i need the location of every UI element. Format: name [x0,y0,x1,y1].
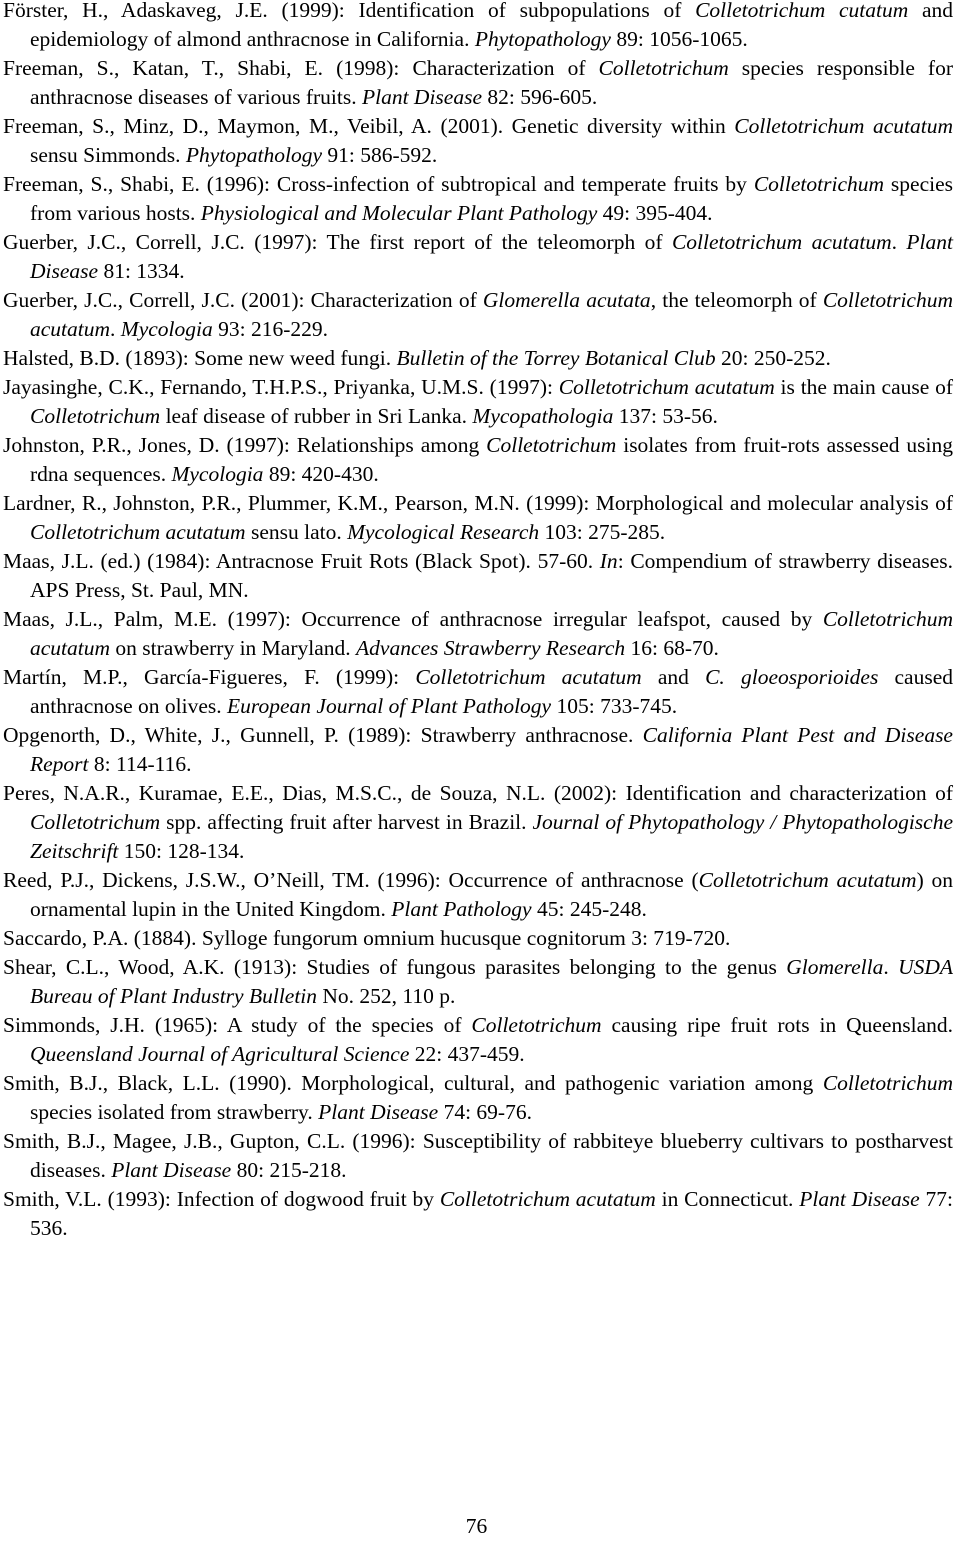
reference-text: 91: 586-592. [322,143,438,167]
reference-text: Johnston, P.R., Jones, D. (1997): Relationships among [3,433,487,457]
reference-entry [3,1011,953,1069]
reference-italic-text: Colletotrichum [753,172,885,196]
reference-entry [3,431,953,489]
reference-entry [3,112,953,170]
reference-italic-text: Plant Disease [318,1100,439,1124]
reference-text: sensu lato. [245,520,348,544]
reference-text: and [641,665,706,689]
reference-italic-text: Advances Strawberry Research [356,636,626,660]
reference-text: 20: 250-252. [715,346,831,370]
reference-italic-text: Mycopathologia [472,404,614,428]
reference-text: Smith, B.J., Magee, J.B., Gupton, C.L. (1996): Susceptibility of rabbiteye blueberry cultivars to postharvest diseases. [3,1129,953,1182]
reference-text: 89: 1056-1065. [610,27,748,51]
reference-text: isolates from fruit-rots assessed using rdna sequences. [30,433,953,486]
reference-text: . [883,955,899,979]
reference-entry [3,228,953,286]
reference-entry [3,779,953,866]
reference-text: Förster, H., Adaskaveg, J.E. (1999): Identification of subpopulations of [3,0,696,22]
reference-text: Freeman, S., Shabi, E. (1996): Cross-infection of subtropical and temperate fruits by [3,172,754,196]
reference-text: species from various hosts. [30,172,953,225]
reference-text: causing ripe fruit rots in Queensland. [601,1013,953,1037]
reference-italic-text: Phytopathology [474,27,611,51]
reference-text: 82: 596-605. [482,85,598,109]
reference-italic-text: Phytopathology [185,143,323,167]
reference-text: spp. affecting fruit after harvest in Brazil. [160,810,533,834]
reference-italic-text: Colletotrichum acutatum [30,520,246,544]
reference-italic-text: Colletotrichum cutatum [695,0,909,22]
reference-italic-text: Colletotrichum acutatum [30,607,953,660]
reference-text: 150: 128-134. [118,839,245,863]
reference-text: 80: 215-218. [231,1158,347,1182]
reference-italic-text: Plant Disease [30,230,954,283]
reference-italic-text: Mycologia [120,317,213,341]
reference-text: Jayasinghe, C.K., Fernando, T.H.P.S., Priyanka, U.M.S. (1997): [3,375,559,399]
reference-entry [3,170,953,228]
reference-text: leaf disease of rubber in Sri Lanka. [160,404,473,428]
reference-text: sensu Simmonds. [30,143,186,167]
reference-italic-text: Colletotrichum [471,1013,602,1037]
reference-text: 16: 68-70. [625,636,719,660]
reference-text: Smith, B.J., Black, L.L. (1990). Morphological, cultural, and pathogenic variation among [3,1071,823,1095]
reference-text: and epidemiology of almond anthracnose in California. [30,0,953,51]
reference-italic-text: Physiological and Molecular Plant Pathology [200,201,598,225]
reference-italic-text: Journal of Phytopathology / Phytopathologische Zeitschrift [30,810,953,863]
reference-text: on strawberry in Maryland. [110,636,357,660]
reference-text: Martín, M.P., García-Figueres, F. (1999): [3,665,416,689]
reference-text: 89: 420-430. [263,462,379,486]
reference-entry [3,373,953,431]
reference-text: Lardner, R., Johnston, P.R., Plummer, K.M., Pearson, M.N. (1999): Morphological and molecular analysis of [3,491,953,515]
reference-italic-text: Plant Disease [361,85,482,109]
page-number: 76 [465,1514,488,1538]
reference-italic-text: Colletotrichum [822,1071,953,1095]
reference-text: ) on ornamental lupin in the United Kingdom. [30,868,954,921]
reference-entry [3,344,953,373]
reference-text: Smith, V.L. (1993): Infection of dogwood fruit by [3,1187,440,1211]
reference-text: 93: 216-229. [212,317,328,341]
reference-text: Guerber, J.C., Correll, J.C. (1997): The first report of the teleomorph of [3,230,672,254]
reference-text: : Compendium of strawberry diseases. APS Press, St. Paul, MN. [30,549,953,602]
reference-italic-text: Colletotrichum acutatum [415,665,642,689]
reference-text: 105: 733-745. [551,694,678,718]
reference-entry [3,605,953,663]
reference-text: 8: 114-116. [88,752,192,776]
reference-text: Freeman, S., Katan, T., Shabi, E. (1998): Characterization of [3,56,599,80]
reference-text: 77: 536. [30,1187,953,1240]
reference-list [3,0,953,1243]
reference-italic-text: In [599,549,618,573]
reference-italic-text: USDA Bureau of Plant Industry Bulletin [30,955,954,1008]
reference-text: Maas, J.L. (ed.) (1984): Antracnose Fruit Rots (Black Spot). 57-60. [3,549,600,573]
reference-text: is the main cause of [774,375,953,399]
reference-entry [3,663,953,721]
reference-text: 74: 69-76. [438,1100,532,1124]
reference-italic-text: Queensland Journal of Agricultural Science [30,1042,410,1066]
reference-entry [3,953,953,1011]
reference-entry [3,0,953,54]
reference-entry [3,1185,953,1243]
reference-italic-text: Mycological Research [347,520,540,544]
reference-text: . [891,230,907,254]
reference-italic-text: C. gloeosporioides [705,665,879,689]
reference-entry [3,866,953,924]
reference-text: caused anthracnose on olives. [30,665,954,718]
reference-text: 22: 437-459. [409,1042,525,1066]
reference-text: 49: 395-404. [597,201,713,225]
reference-italic-text: Plant Disease [799,1187,920,1211]
reference-italic-text: Colletotrichum acutatum [30,288,953,341]
reference-entry [3,54,953,112]
reference-italic-text: Glomerella acutata [482,288,651,312]
reference-text: No. 252, 110 p. [317,984,456,1008]
reference-entry [3,1127,953,1185]
reference-italic-text: Bulletin of the Torrey Botanical Club [396,346,716,370]
reference-italic-text: Colletotrichum [30,810,161,834]
reference-text: species isolated from strawberry. [30,1100,319,1124]
reference-entry [3,547,953,605]
reference-text: Halsted, B.D. (1893): Some new weed fungi. [3,346,397,370]
reference-italic-text: Colletotrichum [598,56,729,80]
reference-text: Shear, C.L., Wood, A.K. (1913): Studies of fungous parasites belonging to the genus [3,955,787,979]
reference-italic-text: European Journal of Plant Pathology [227,694,552,718]
reference-italic-text: Glomerella [786,955,884,979]
reference-text: , the teleomorph of [650,288,823,312]
reference-text: Simmonds, J.H. (1965): A study of the species of [3,1013,472,1037]
reference-text: Opgenorth, D., White, J., Gunnell, P. (1989): Strawberry anthracnose. [3,723,643,747]
reference-italic-text: Colletotrichum acutatum [439,1187,656,1211]
reference-text: 103: 275-285. [539,520,666,544]
reference-italic-text: Colletotrichum acutatum [734,114,953,138]
reference-italic-text: Colletotrichum acutatum [671,230,892,254]
reference-text: Peres, N.A.R., Kuramae, E.E., Dias, M.S.C., de Souza, N.L. (2002): Identification and characterization of [3,781,953,805]
reference-italic-text: Colletotrichum acutatum [558,375,775,399]
reference-text: 45: 245-248. [531,897,647,921]
reference-entry [3,721,953,779]
reference-text: . [110,317,121,341]
reference-text: Maas, J.L., Palm, M.E. (1997): Occurrence of anthracnose irregular leafspot, caused by [3,607,823,631]
reference-text: Reed, P.J., Dickens, J.S.W., O’Neill, TM. (1996): Occurrence of anthracnose ( [3,868,699,892]
reference-italic-text: Plant Disease [111,1158,232,1182]
reference-text: in Connecticut. [655,1187,800,1211]
reference-text: Freeman, S., Minz, D., Maymon, M., Veibil, A. (2001). Genetic diversity within [3,114,735,138]
reference-text: Guerber, J.C., Correll, J.C. (2001): Characterization of [3,288,483,312]
reference-entry [3,924,953,953]
reference-text: 137: 53-56. [613,404,718,428]
reference-italic-text: Mycologia [171,462,264,486]
reference-entry [3,1069,953,1127]
reference-entry [3,286,953,344]
reference-entry [3,489,953,547]
reference-italic-text: Colletotrichum [30,404,161,428]
reference-italic-text: Colletotrichum acutatum [698,868,917,892]
reference-text: 81: 1334. [98,259,185,283]
reference-text: species responsible for anthracnose diseases of various fruits. [30,56,953,109]
reference-italic-text: Colletotrichum [486,433,617,457]
reference-italic-text: California Plant Pest and Disease Report [30,723,953,776]
reference-text: Saccardo, P.A. (1884). Sylloge fungorum omnium hucusque cognitorum 3: 719-720. [3,926,731,950]
reference-italic-text: Plant Pathology [391,897,532,921]
